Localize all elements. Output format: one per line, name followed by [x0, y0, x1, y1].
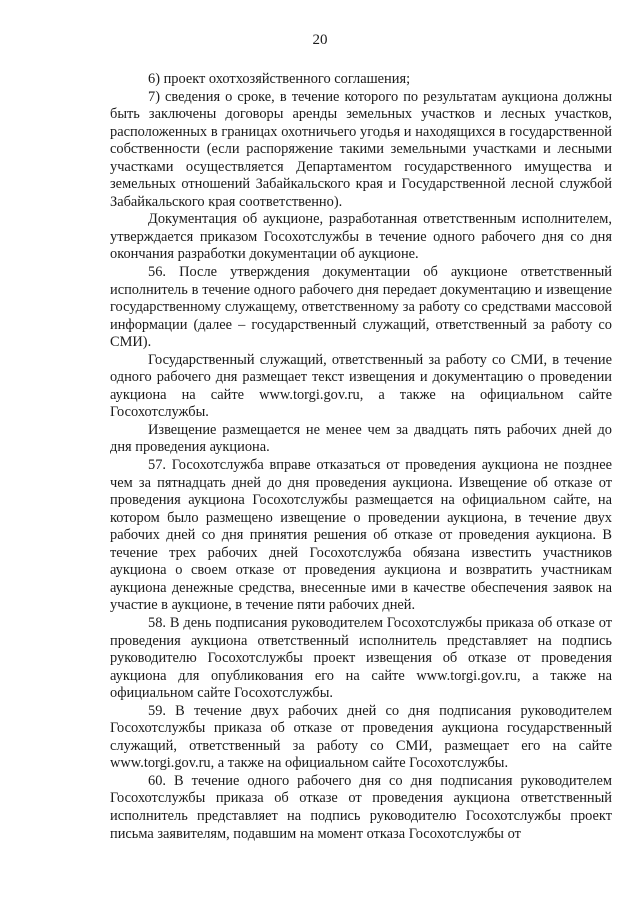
- document-body: [110, 71, 612, 843]
- paragraph-publication: Государственный служащий, ответственный за работу со СМИ, в течение одного рабочего дня размещает текст извещения и документацию о проведении аукциона на сайте www.torgi.gov.ru, а также на официальном сайте Госохотслужбы.: [110, 351, 612, 421]
- page-number: 20: [312, 32, 328, 48]
- paragraph-documentation-approval: Документация об аукционе, разработанная ответственным исполнителем, утверждается приказом Госохотслужбы в течение одного рабочего дня со дня окончания разработки документации об аукционе.: [110, 211, 612, 263]
- paragraph-notice-deadline: Извещение размещается не менее чем за двадцать пять рабочих дней до дня проведения аукциона.: [110, 421, 612, 456]
- clause-58: 58. В день подписания руководителем Госохотслужбы приказа об отказе от проведения аукциона ответственный исполнитель представляет на подпись руководителю Госохотслужбы проект извещения об отказе от проведения аукциона для опубликования его на сайте www.torgi.gov.ru, а также на официальном сайте Госохотслужбы.: [110, 614, 612, 702]
- clause-56: 56. После утверждения документации об аукционе ответственный исполнитель в течение одного рабочего дня передает документацию и извещение государственному служащему, ответственному за работу со средствами массовой информации (далее – государственный служащий, ответственный за работу со СМИ).: [110, 264, 612, 351]
- clause-59: 59. В течение двух рабочих дней со дня подписания руководителем Госохотслужбы приказа об отказе от проведения аукциона государственный служащий, ответственный за работу со СМИ, размещает его на сайте www.torgi.gov.ru, а также на официальном сайте Госохотслужбы.: [110, 702, 612, 772]
- clause-57: 57. Госохотслужба вправе отказаться от проведения аукциона не позднее чем за пятнадцать дней до дня проведения аукциона. Извещение об отказе от проведения аукциона Госохотслужбы размещается на официальном сайте, на котором было размещено извещение о проведении аукциона, в течение двух рабочих дней со дня принятия решения об отказе от проведения аукциона. В течение трех рабочих дней Госохотслужба обязана известить участников аукциона о своем отказе от проведения аукциона и возвратить участникам аукциона денежные средства, внесенные ими в качестве обеспечения заявок на участие в аукционе, в течение пяти рабочих дней.: [110, 457, 612, 614]
- list-item-6: 6) проект охотхозяйственного соглашения;: [148, 71, 411, 87]
- list-item-7: 7) сведения о сроке, в течение которого по результатам аукциона должны быть заключены договоры аренды земельных участков и лесных участков, расположенных в границах охотничьего угодья и находящихся в государственной собственности (если распоряжение такими земельными участками и лесными участками осуществляется Департаментом государственного имущества и земельных отношений Забайкальского края и Государственной лесной службой Забайкальского края соответственно).: [110, 88, 612, 210]
- clause-60: 60. В течение одного рабочего дня со дня подписания руководителем Госохотслужбы приказа об отказе от проведения аукциона ответственный исполнитель представляет на подпись руководителю Госохотслужбы проект письма заявителям, подавшим на момент отказа Госохотслужбы от: [110, 772, 612, 842]
